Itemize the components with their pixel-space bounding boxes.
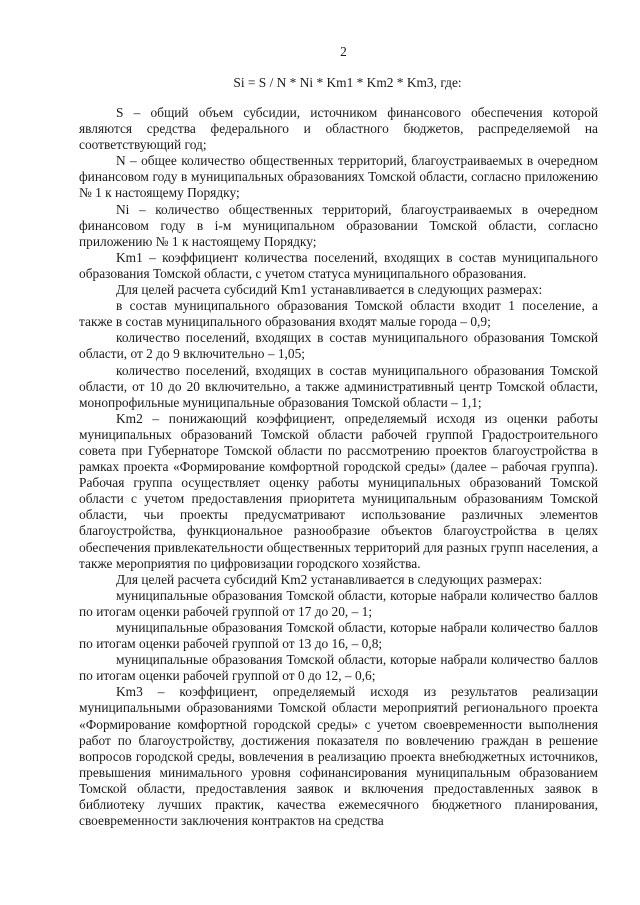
paragraph-km1-size-3: количество поселений, входящих в состав муниципального образования Томской области, от 10 до 20 включительно, а также административный центр Томской области, монопрофильные муниципальные образования Томской области – 1,1; bbox=[79, 362, 598, 410]
paragraph-km1-sizes-intro: Для целей расчета субсидий Km1 устанавливается в следующих размерах: bbox=[116, 282, 543, 298]
paragraph-km1-size-1: в состав муниципального образования Томской области входит 1 поселение, а также в состав муниципального образования входят малые города – 0,9; bbox=[79, 298, 598, 330]
paragraph-km2-size-1: муниципальные образования Томской области, которые набрали количество баллов по итогам оценки рабочей группой от 17 до 20, – 1; bbox=[79, 587, 598, 619]
document-body bbox=[79, 105, 598, 829]
paragraph-n-definition: N – общее количество общественных территорий, благоустраиваемых в очередном финансовом году в муниципальных образованиях Томской области, согласно приложению № 1 к настоящему Порядку; bbox=[79, 153, 598, 201]
paragraph-km3-definition: Km3 – коэффициент, определяемый исходя из результатов реализации муниципальными образованиями Томской области мероприятий регионального проекта «Формирование комфортной городской среды» с учетом своевременности выполнения работ по благоустройству, достижения показателя по вовлечению граждан в решение вопросов городской среды, вовлечения в реализацию проекта внебюджетных источников, превышения минимального уровня софинансирования муниципальным образованием Томской области, предоставления заявок и включения предоставленных заявок в библиотеку лучших практик, качества ежемесячного бюджетного планирования, своевременности заключения контрактов на средства bbox=[79, 684, 598, 829]
subsidy-formula: Si = S / N * Ni * Km1 * Km2 * Km3, где: bbox=[233, 75, 462, 90]
paragraph-km2-size-2: муниципальные образования Томской области, которые набрали количество баллов по итогам оценки рабочей группой от 13 до 16, – 0,8; bbox=[79, 620, 598, 652]
paragraph-km1-definition: Km1 – коэффициент количества поселений, входящих в состав муниципального образования Томской области, с учетом статуса муниципального образования. bbox=[79, 249, 598, 281]
paragraph-ni-definition: Ni – количество общественных территорий, благоустраиваемых в очередном финансовом году в i-м муниципальном образовании Томской области, согласно приложению № 1 к настоящему Порядку; bbox=[79, 201, 598, 249]
page-number: 2 bbox=[340, 44, 347, 59]
paragraph-km1-size-2: количество поселений, входящих в состав муниципального образования Томской области, от 2 до 9 включительно – 1,05; bbox=[79, 330, 598, 362]
paragraph-km2-definition: Km2 – понижающий коэффициент, определяемый исходя из оценки работы муниципальных образований Томской области рабочей группой Градостроительного совета при Губернаторе Томской области по рассмотрению проектов благоустройства в рамках проекта «Формирование комфортной городской среды» (далее – рабочая группа). Рабочая группа осуществляет оценку работы муниципальных образований Томской области с учетом предоставления приоритета муниципальным образованиям Томской области, чьи проекты предусматривают использование различных элементов благоустройства, функциональное разнообразие объектов благоустройства в целях обеспечения привлекательности общественных территорий для разных групп населения, а также мероприятия по цифровизации городского хозяйства. bbox=[79, 410, 598, 571]
paragraph-km2-sizes-intro: Для целей расчета субсидий Km2 устанавливается в следующих размерах: bbox=[116, 571, 543, 587]
paragraph-s-definition: S – общий объем субсидии, источником финансового обеспечения которой являются средства федерального и областного бюджетов, распределяемой на соответствующий год; bbox=[79, 105, 598, 153]
paragraph-km2-size-3: муниципальные образования Томской области, которые набрали количество баллов по итогам оценки рабочей группой от 0 до 12, – 0,6; bbox=[79, 652, 598, 684]
